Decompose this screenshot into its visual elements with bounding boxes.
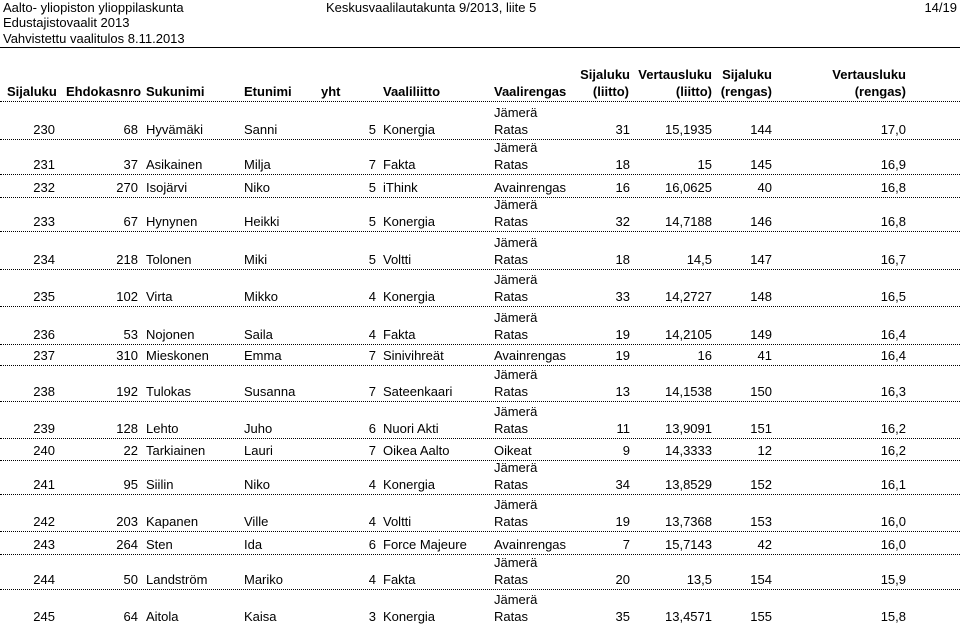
cell-sijaluku-rengas: 147 [750,252,772,267]
cell-etunimi: Milja [244,157,271,172]
cell-sukunimi: Siilin [146,477,174,492]
cell-vaaliliitto: Nuori Akti [383,421,439,436]
cell-ehdokasnro: 310 [116,348,138,363]
header-org: Aalto- yliopiston ylioppilaskunta [3,0,184,15]
cell-vaaliliitto: Voltti [383,514,412,529]
cell-etunimi: Mariko [244,572,284,587]
cell-yht: 6 [368,537,376,552]
cell-vaaliliitto: Oikea Aalto [383,443,450,458]
cell-vertausluku-liitto: 13,5 [686,572,712,587]
cell-sijaluku-rengas: 155 [750,609,772,624]
cell-vertausluku-rengas: 16,4 [880,327,906,342]
cell-vaaliliitto: Force Majeure [383,537,467,552]
cell-etunimi: Heikki [244,214,280,229]
cell-vaalirengas-line1: Jämerä [494,367,538,382]
cell-ehdokasnro: 270 [116,180,138,195]
header-divider [0,47,960,48]
cell-sijaluku-rengas: 12 [757,443,772,458]
cell-sijaluku-liitto: 9 [622,443,630,458]
cell-vaaliliitto: Konergia [383,289,436,304]
cell-sijaluku: 244 [33,572,55,587]
cell-sijaluku-rengas: 41 [757,348,772,363]
cell-vaaliliitto: Fakta [383,157,416,172]
row-separator [0,438,960,439]
row-separator [0,460,960,461]
cell-vaalirengas: Ratas [494,157,528,172]
cell-sijaluku-liitto: 34 [615,477,630,492]
cell-vaalirengas: Ratas [494,572,528,587]
cell-vertausluku-rengas: 16,7 [880,252,906,267]
cell-vaaliliitto: Fakta [383,327,416,342]
cell-sijaluku: 237 [33,348,55,363]
cell-vertausluku-liitto: 15,7143 [665,537,712,552]
cell-yht: 4 [368,477,376,492]
cell-sijaluku-liitto: 33 [615,289,630,304]
cell-vaalirengas: Ratas [494,514,528,529]
cell-ehdokasnro: 50 [123,572,138,587]
cell-etunimi: Niko [244,477,271,492]
cell-sijaluku-rengas: 146 [750,214,772,229]
row-separator [0,197,960,198]
cell-vaaliliitto: Fakta [383,572,416,587]
cell-sijaluku-rengas: 42 [757,537,772,552]
cell-etunimi: Lauri [244,443,273,458]
cell-sijaluku-rengas: 144 [750,122,772,137]
cell-yht: 6 [368,421,376,436]
cell-ehdokasnro: 95 [123,477,138,492]
cell-ehdokasnro: 128 [116,421,138,436]
cell-sijaluku-liitto: 31 [615,122,630,137]
cell-vertausluku-rengas: 16,2 [880,421,906,436]
cell-sijaluku: 232 [33,180,55,195]
row-separator [0,531,960,532]
cell-vaaliliitto: Konergia [383,477,436,492]
cell-vertausluku-rengas: 16,1 [880,477,906,492]
cell-sijaluku-liitto: 20 [615,572,630,587]
cell-vaalirengas-line1: Jämerä [494,310,538,325]
cell-vaalirengas-line1: Jämerä [494,404,538,419]
cell-vertausluku-rengas: 16,8 [880,214,906,229]
cell-sijaluku-liitto: 19 [615,348,630,363]
cell-sijaluku-liitto: 18 [615,157,630,172]
cell-sukunimi: Asikainen [146,157,203,172]
cell-vaaliliitto: Voltti [383,252,412,267]
cell-vertausluku-rengas: 16,4 [880,348,906,363]
cell-sijaluku-liitto: 13 [615,384,630,399]
cell-ehdokasnro: 22 [123,443,138,458]
cell-vaaliliitto: Konergia [383,122,436,137]
cell-etunimi: Miki [244,252,268,267]
cell-vertausluku-liitto: 14,7188 [665,214,712,229]
cell-sijaluku: 242 [33,514,55,529]
cell-vaalirengas: Ratas [494,214,528,229]
cell-vaaliliitto: Sinivihreät [383,348,444,363]
cell-vertausluku-rengas: 16,0 [880,514,906,529]
cell-vertausluku-liitto: 13,8529 [665,477,712,492]
cell-sukunimi: Landström [146,572,208,587]
cell-sijaluku-rengas: 154 [750,572,772,587]
cell-sijaluku-liitto: 19 [615,514,630,529]
cell-vaalirengas-line1: Jämerä [494,105,538,120]
col-sijaluku-liitto-1: Sijaluku [580,67,630,82]
cell-yht: 4 [368,289,376,304]
cell-yht: 7 [368,443,376,458]
cell-vaalirengas-line1: Jämerä [494,235,538,250]
cell-sukunimi: Hynynen [146,214,198,229]
cell-sijaluku: 233 [33,214,55,229]
cell-vaalirengas: Oikeat [494,443,532,458]
cell-vaaliliitto: Konergia [383,609,436,624]
cell-yht: 4 [368,327,376,342]
cell-sijaluku: 241 [33,477,55,492]
header-election: Edustajistovaalit 2013 [3,15,130,30]
cell-vertausluku-liitto: 14,1538 [665,384,712,399]
cell-sijaluku: 234 [33,252,55,267]
cell-sukunimi: Tolonen [146,252,192,267]
cell-vaalirengas-line1: Jämerä [494,197,538,212]
cell-sijaluku-liitto: 32 [615,214,630,229]
cell-sijaluku: 240 [33,443,55,458]
header-separator [0,101,960,102]
cell-sijaluku: 231 [33,157,55,172]
cell-ehdokasnro: 192 [116,384,138,399]
cell-yht: 7 [368,348,376,363]
cell-ehdokasnro: 67 [123,214,138,229]
cell-vaalirengas: Avainrengas [494,537,567,552]
row-separator [0,269,960,270]
cell-sijaluku-liitto: 35 [615,609,630,624]
cell-vaalirengas: Ratas [494,421,528,436]
cell-sukunimi: Sten [146,537,173,552]
cell-sijaluku-rengas: 149 [750,327,772,342]
cell-sijaluku-rengas: 151 [750,421,772,436]
row-separator [0,174,960,175]
cell-vertausluku-liitto: 13,4571 [665,609,712,624]
cell-vertausluku-liitto: 13,7368 [665,514,712,529]
cell-sijaluku: 235 [33,289,55,304]
cell-vertausluku-liitto: 14,2105 [665,327,712,342]
cell-sukunimi: Aitola [146,609,179,624]
cell-vaalirengas-line1: Jämerä [494,555,538,570]
col-sijaluku: Sijaluku [7,84,57,99]
cell-etunimi: Juho [244,421,273,436]
row-separator [0,554,960,555]
cell-etunimi: Ida [244,537,263,552]
cell-vaalirengas-line1: Jämerä [494,140,538,155]
cell-vaalirengas: Ratas [494,609,528,624]
cell-sijaluku: 245 [33,609,55,624]
cell-ehdokasnro: 102 [116,289,138,304]
cell-yht: 5 [368,214,376,229]
cell-sukunimi: Tarkiainen [146,443,206,458]
cell-yht: 5 [368,180,376,195]
cell-sijaluku-rengas: 40 [757,180,772,195]
cell-vaalirengas: Ratas [494,289,528,304]
col-vertausluku-rengas-1: Vertausluku [832,67,906,82]
cell-vaalirengas-line1: Jämerä [494,592,538,607]
cell-ehdokasnro: 37 [123,157,138,172]
cell-ehdokasnro: 68 [123,122,138,137]
cell-sukunimi: Tulokas [146,384,192,399]
cell-yht: 5 [368,122,376,137]
col-vertausluku-rengas-2: (rengas) [854,84,906,99]
cell-sijaluku-liitto: 7 [622,537,630,552]
col-sijaluku-liitto-2: (liitto) [592,84,629,99]
cell-vertausluku-liitto: 13,9091 [665,421,712,436]
row-separator [0,344,960,345]
col-etunimi: Etunimi [244,84,292,99]
cell-vaalirengas-line1: Jämerä [494,460,538,475]
cell-sukunimi: Kapanen [146,514,199,529]
col-vaalirengas: Vaalirengas [494,84,567,99]
cell-vertausluku-liitto: 16 [697,348,712,363]
cell-ehdokasnro: 53 [123,327,138,342]
col-vaaliliitto: Vaaliliitto [383,84,441,99]
cell-vertausluku-rengas: 17,0 [880,122,906,137]
page-number: 14/19 [924,0,957,15]
cell-vertausluku-rengas: 16,0 [880,537,906,552]
cell-etunimi: Kaisa [244,609,277,624]
cell-sukunimi: Mieskonen [146,348,209,363]
cell-etunimi: Mikko [244,289,278,304]
cell-vertausluku-liitto: 14,5 [686,252,712,267]
cell-vaalirengas: Ratas [494,477,528,492]
col-yht: yht [321,84,341,99]
cell-ehdokasnro: 64 [123,609,138,624]
cell-vaalirengas-line1: Jämerä [494,497,538,512]
cell-yht: 4 [368,572,376,587]
cell-vaaliliitto: iThink [383,180,418,195]
cell-sijaluku: 230 [33,122,55,137]
cell-vertausluku-liitto: 15 [697,157,712,172]
cell-sijaluku-liitto: 11 [616,421,630,436]
cell-yht: 3 [368,609,376,624]
cell-vertausluku-liitto: 14,2727 [665,289,712,304]
header-committee: Keskusvaalilautakunta 9/2013, liite 5 [326,0,537,15]
cell-etunimi: Emma [244,348,282,363]
col-sijaluku-rengas-1: Sijaluku [722,67,772,82]
cell-vertausluku-rengas: 16,8 [880,180,906,195]
cell-vertausluku-liitto: 15,1935 [665,122,712,137]
cell-vertausluku-liitto: 16,0625 [665,180,712,195]
cell-vaalirengas: Avainrengas [494,348,567,363]
cell-vaalirengas-line1: Jämerä [494,272,538,287]
cell-sijaluku: 243 [33,537,55,552]
cell-vertausluku-rengas: 15,8 [880,609,906,624]
cell-sijaluku-rengas: 148 [750,289,772,304]
cell-sijaluku-rengas: 153 [750,514,772,529]
cell-vaalirengas: Ratas [494,122,528,137]
cell-vaaliliitto: Konergia [383,214,436,229]
cell-sukunimi: Hyvämäki [146,122,204,137]
cell-sukunimi: Nojonen [146,327,195,342]
cell-vertausluku-liitto: 14,3333 [665,443,712,458]
row-separator [0,306,960,307]
cell-ehdokasnro: 218 [116,252,138,267]
cell-vertausluku-rengas: 16,5 [880,289,906,304]
col-ehdokasnro: Ehdokasnro [66,84,142,99]
row-separator [0,401,960,402]
cell-yht: 4 [368,514,376,529]
cell-sijaluku-liitto: 19 [615,327,630,342]
cell-sijaluku: 238 [33,384,55,399]
cell-sijaluku: 236 [33,327,55,342]
cell-sijaluku-rengas: 150 [750,384,772,399]
row-separator [0,365,960,366]
cell-ehdokasnro: 264 [116,537,138,552]
row-separator [0,139,960,140]
header-confirmed: Vahvistettu vaalitulos 8.11.2013 [3,31,185,46]
cell-sukunimi: Lehto [146,421,179,436]
row-separator [0,494,960,495]
cell-vertausluku-rengas: 16,3 [880,384,906,399]
cell-etunimi: Niko [244,180,271,195]
cell-sijaluku-liitto: 18 [615,252,630,267]
cell-etunimi: Sanni [244,122,278,137]
cell-sukunimi: Isojärvi [146,180,188,195]
cell-vertausluku-rengas: 16,9 [880,157,906,172]
col-sukunimi: Sukunimi [146,84,205,99]
cell-vaalirengas: Ratas [494,252,528,267]
cell-vertausluku-rengas: 16,2 [880,443,906,458]
cell-ehdokasnro: 203 [116,514,138,529]
cell-vaalirengas: Ratas [494,384,528,399]
cell-etunimi: Susanna [244,384,296,399]
row-separator [0,231,960,232]
cell-vaalirengas: Ratas [494,327,528,342]
cell-vertausluku-rengas: 15,9 [880,572,906,587]
cell-sijaluku: 239 [33,421,55,436]
cell-sijaluku-rengas: 145 [750,157,772,172]
col-sijaluku-rengas-2: (rengas) [720,84,772,99]
cell-yht: 7 [368,384,376,399]
cell-vaalirengas: Avainrengas [494,180,567,195]
cell-yht: 5 [368,252,376,267]
cell-etunimi: Ville [244,514,269,529]
col-vertausluku-liitto-1: Vertausluku [638,67,712,82]
cell-etunimi: Saila [244,327,273,342]
row-separator [0,589,960,590]
cell-sijaluku-rengas: 152 [750,477,772,492]
cell-vaaliliitto: Sateenkaari [383,384,453,399]
cell-sijaluku-liitto: 16 [615,180,630,195]
cell-sukunimi: Virta [146,289,173,304]
cell-yht: 7 [368,157,376,172]
col-vertausluku-liitto-2: (liitto) [675,84,712,99]
